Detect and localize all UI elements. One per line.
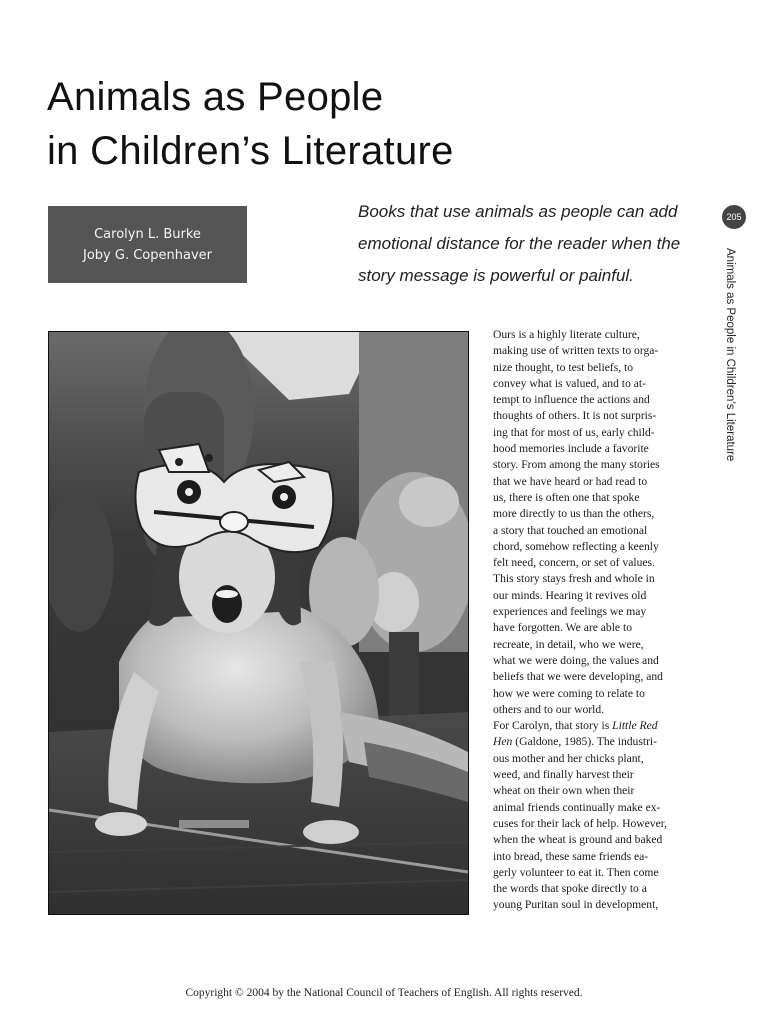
body-paragraph <box>493 327 695 718</box>
body-line: chord, somehow reflecting a keenly <box>493 539 659 553</box>
body-line: have forgotten. We are able to <box>493 621 632 635</box>
book-title: Hen <box>493 735 513 749</box>
lede-line: story message is powerful or painful. <box>358 266 634 285</box>
body-line: felt need, concern, or set of values. <box>493 556 655 570</box>
body-line <box>493 734 695 750</box>
author-box <box>48 206 247 283</box>
body-line: more directly to us than the others, <box>493 507 655 521</box>
lede-line: emotional distance for the reader when the <box>358 234 681 253</box>
body-line: others and to our world. <box>493 702 605 716</box>
body-line: that we have heard or had read to <box>493 474 648 488</box>
title-line-2: in Children’s Literature <box>47 129 454 173</box>
body-paragraph <box>493 718 695 914</box>
author-name: Joby G. Copenhaver <box>83 247 212 263</box>
body-line: what we were doing, the values and <box>493 653 659 667</box>
running-head: Animals as People in Children’s Literature <box>724 248 736 462</box>
body-line: making use of written texts to orga- <box>493 344 659 358</box>
book-title: Little Red <box>612 719 658 733</box>
copyright-footer: Copyright © 2004 by the National Council of Teachers of English. All rights reserved. <box>185 987 583 999</box>
body-line: recreate, in detail, who we were, <box>493 637 644 651</box>
body-line <box>493 718 695 734</box>
lede <box>358 196 688 292</box>
body-line: when the wheat is ground and baked <box>493 833 663 847</box>
body-line: the words that spoke directly to a <box>493 882 647 896</box>
article-title <box>47 70 454 178</box>
body-line: Ours is a highly literate culture, <box>493 328 640 341</box>
body-line: tempt to influence the actions and <box>493 393 650 407</box>
title-line-1: Animals as People <box>47 75 384 119</box>
article-body <box>493 327 695 914</box>
body-line: hood memories include a favorite <box>493 442 649 456</box>
body-line: convey what is valued, and to at- <box>493 376 646 390</box>
body-line: animal friends continually make ex- <box>493 800 661 814</box>
body-line: nize thought, to test beliefs, to <box>493 360 634 374</box>
body-line: our minds. Hearing it revives old <box>493 588 647 602</box>
lede-line: Books that use animals as people can add <box>358 202 678 221</box>
body-line: beliefs that we were developing, and <box>493 670 663 684</box>
body-line: cuses for their lack of help. However, <box>493 816 668 830</box>
body-line: ous mother and her chicks plant, <box>493 751 644 765</box>
body-line: story. From among the many stories <box>493 458 660 472</box>
body-line: experiences and feelings we may <box>493 605 647 619</box>
citation: (Galdone, 1985). The industri- <box>512 735 658 749</box>
body-line: how we were coming to relate to <box>493 686 645 700</box>
body-line: This story stays fresh and whole in <box>493 572 655 586</box>
body-line: into bread, these same friends ea- <box>493 849 649 863</box>
page-number-badge: 205 <box>722 205 746 229</box>
body-line: wheat on their own when their <box>493 784 635 798</box>
child-in-animal-mask-photo <box>48 331 469 915</box>
body-line: a story that touched an emotional <box>493 523 648 537</box>
body-line: ing that for most of us, early child- <box>493 425 655 439</box>
body-line: weed, and finally harvest their <box>493 768 634 782</box>
body-line: young Puritan soul in development, <box>493 898 659 912</box>
body-text-run: For Carolyn, that story is <box>493 719 613 733</box>
author-name: Carolyn L. Burke <box>94 226 201 242</box>
body-line: us, there is often one that spoke <box>493 490 640 504</box>
body-line: gerly volunteer to eat it. Then come <box>493 865 659 879</box>
body-line: thoughts of others. It is not surpris- <box>493 409 657 423</box>
